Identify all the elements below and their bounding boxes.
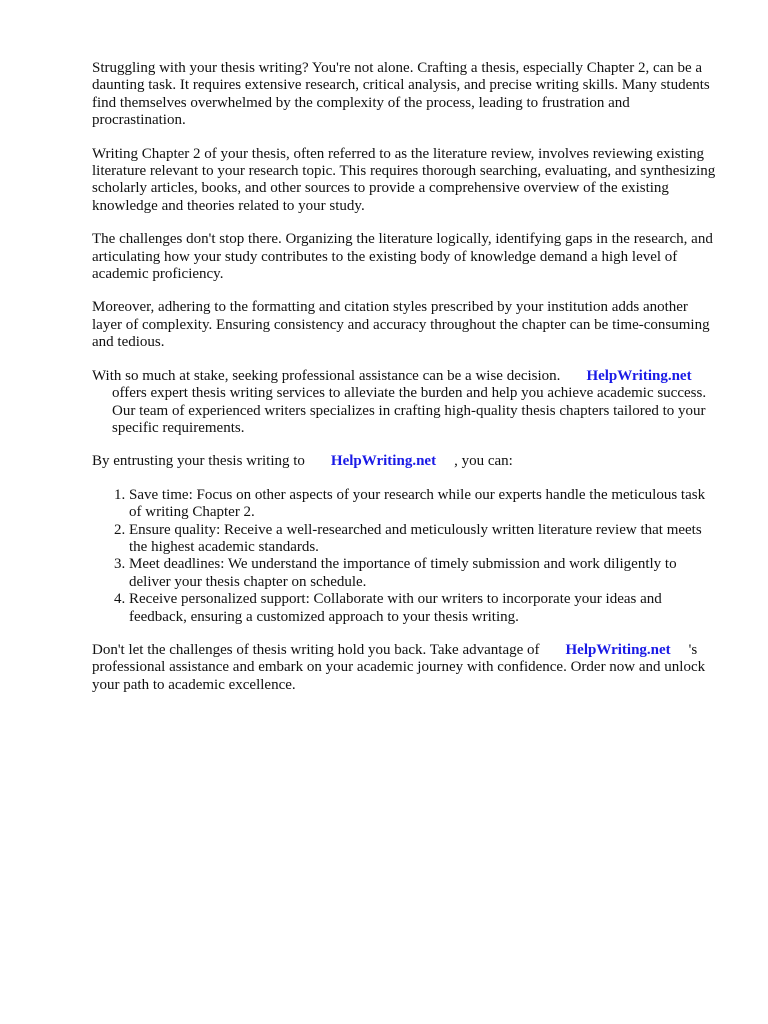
assistance-text-after: offers expert thesis writing services to alleviate the burden and help you achieve academic success. Our team of experienced writers specializes in crafting high-quality thesis chapters tailored to your specific requirements. [112, 385, 707, 436]
list-item: 4. Receive personalized support: Collaborate with our writers to incorporate your ideas and feedback, ensuring a customized approach to your thesis writing. [129, 591, 720, 626]
paragraph-formatting: Moreover, adhering to the formatting and citation styles prescribed by your institution adds another layer of complexity. Ensuring consistency and accuracy throughout the chapter can be time-consuming and tedious. [92, 299, 710, 351]
document-page [92, 60, 720, 710]
list-item: 3. Meet deadlines: We understand the importance of timely submission and work diligently to deliver your thesis chapter on schedule. [129, 556, 720, 591]
closing-text-before: Don't let the challenges of thesis writing hold you back. Take advantage of [92, 641, 540, 658]
paragraph-intro: Struggling with your thesis writing? You're not alone. Crafting a thesis, especially Chapter 2, can be a daunting task. It requires extensive research, critical analysis, and precise writing skills. Many students find themselves overwhelmed by the complexity of the process, leading to frustration and procrastination. [92, 60, 710, 129]
entrusting-text-before: By entrusting your thesis writing to [92, 453, 305, 470]
paragraph-challenges: The challenges don't stop there. Organizing the literature logically, identifying gaps in the research, and articulating how your study contributes to the existing body of knowledge demand a high level of academic proficiency. [92, 231, 713, 283]
entrusting-text-after: , you can: [454, 453, 513, 470]
benefits-list [92, 487, 720, 626]
paragraph-chapter-2: Writing Chapter 2 of your thesis, often referred to as the literature review, involves reviewing existing literature relevant to your research topic. This requires thorough searching, evaluating, and synthesizing scholarly articles, books, and other sources to provide a comprehensive overview of the existing knowledge and theories related to your study. [92, 145, 716, 214]
closing-text-after: 's professional assistance and embark on your academic journey with confidence. Order now and unlock your path to academic excellence. [92, 641, 706, 693]
paragraph-entrusting [92, 453, 720, 470]
helpwriting-link-3[interactable]: HelpWriting.net [565, 641, 671, 658]
paragraph-closing [92, 642, 720, 694]
paragraph-assistance [92, 368, 720, 438]
assistance-text-before: With so much at stake, seeking professional assistance can be a wise decision. [92, 367, 561, 384]
helpwriting-link-1[interactable]: HelpWriting.net [586, 367, 692, 384]
list-item: 1. Save time: Focus on other aspects of your research while our experts handle the meticulous task of writing Chapter 2. [129, 487, 720, 522]
helpwriting-link-2[interactable]: HelpWriting.net [330, 453, 437, 470]
list-item: 2. Ensure quality: Receive a well-researched and meticulously written literature review that meets the highest academic standards. [129, 522, 720, 557]
